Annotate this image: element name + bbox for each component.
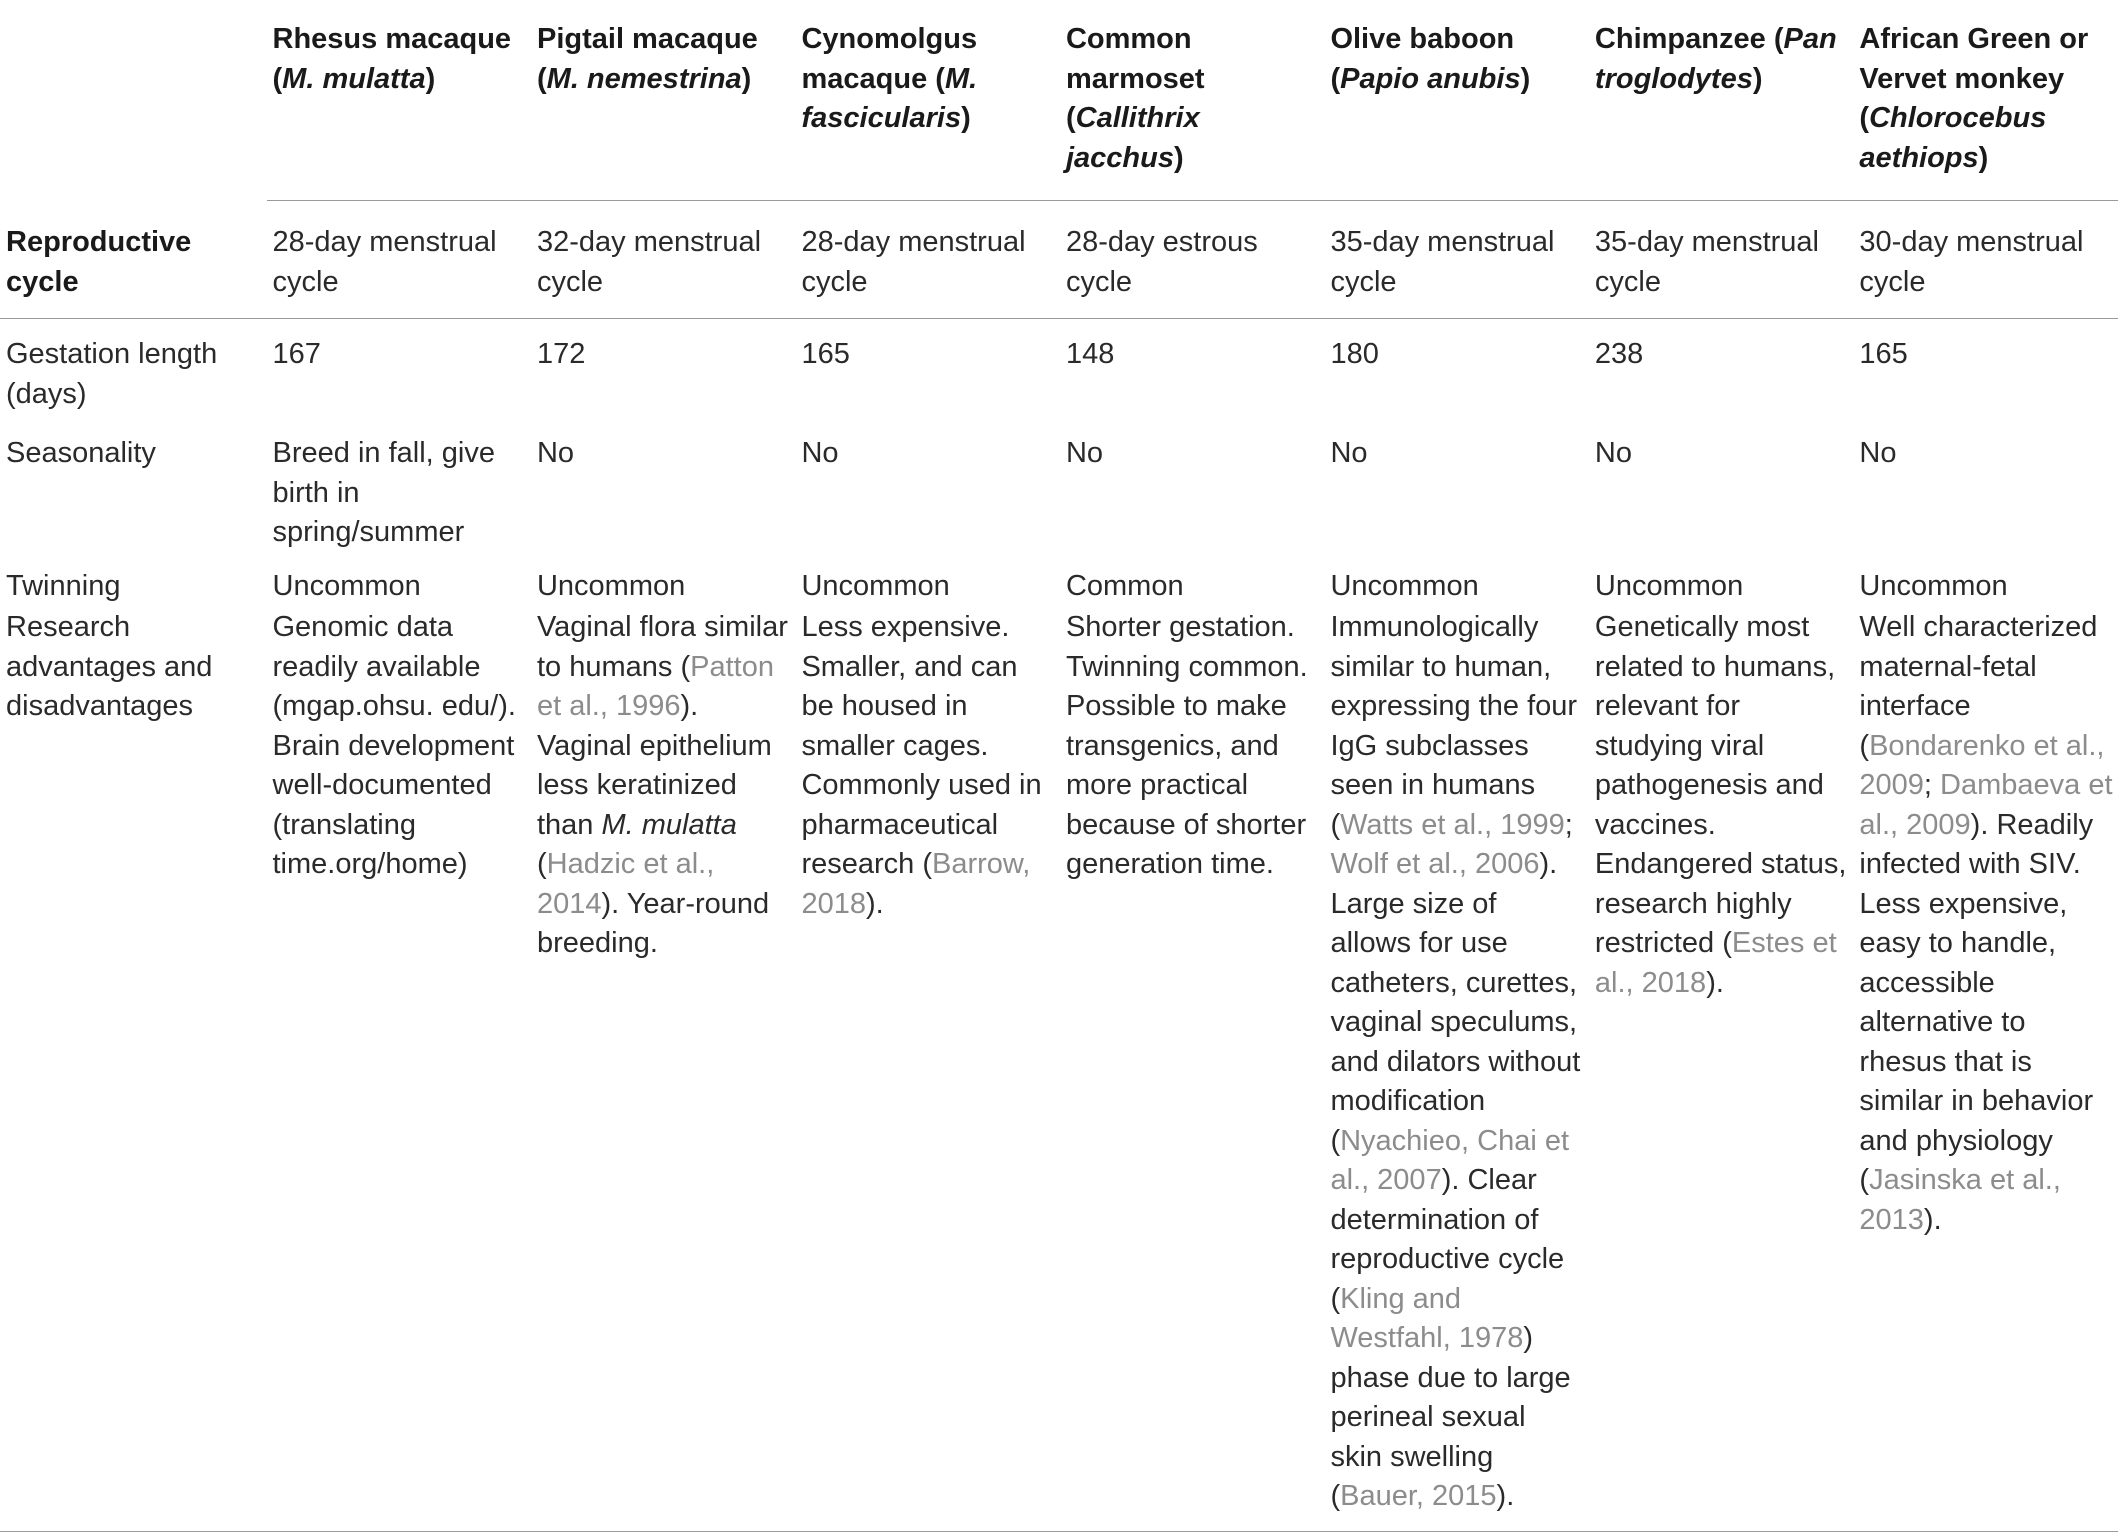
header-common-name: Rhesus macaque xyxy=(272,23,512,55)
cell-text: ( xyxy=(536,848,547,880)
row-label: Research advantages and disadvantages xyxy=(0,606,267,1532)
header-common-name: Common marmoset xyxy=(1065,23,1205,95)
paren-close: ) xyxy=(1978,141,1989,174)
cell-text: ). Vaginal epithelium less keratinized than xyxy=(536,690,772,841)
header-latin-name: M. fascicularis xyxy=(801,62,978,134)
header-marmoset xyxy=(1060,0,1324,201)
header-common-name: Chimpanzee xyxy=(1594,23,1766,55)
citation-link[interactable]: Dambaeva et al., 2009 xyxy=(1859,769,2113,841)
table-cell: 238 xyxy=(1594,338,1644,370)
table-cell-vervet xyxy=(1853,606,2118,1532)
cell-text: ). xyxy=(1923,1203,1942,1236)
table-cell: Uncommon xyxy=(1594,569,1744,602)
header-chimpanzee xyxy=(1589,0,1853,201)
header-latin-name: M. nemestrina xyxy=(546,62,742,95)
table-cell: Uncommon xyxy=(1330,569,1479,602)
table-cell: Uncommon xyxy=(1859,569,2008,602)
table-cell: 165 xyxy=(801,338,850,370)
seasonality-row xyxy=(0,424,2118,561)
header-common-name: Pigtail macaque xyxy=(536,23,758,55)
cell-text: Immunologically similar to human, expressing the four IgG subclasses seen in humans ( xyxy=(1330,611,1578,841)
table-cell: No xyxy=(801,437,839,469)
citation-link[interactable]: Jasinska et al., 2013 xyxy=(1859,1164,2061,1236)
cell-text: ). xyxy=(865,887,884,920)
cell-text: ). xyxy=(1496,1480,1515,1512)
cell-text: ; xyxy=(1564,808,1573,841)
table-cell: No xyxy=(536,437,575,469)
citation-link[interactable]: Nyachieo, Chai et al., 2007 xyxy=(1330,1124,1570,1196)
cell-text: ). Readily infected with SIV. Less expensive, easy to handle, accessible alternative to rhesus that is similar in behavior and physiology ( xyxy=(1859,808,2094,1196)
cell-text: Genomic data readily available (mgap.ohsu. edu/). Brain development well-documented (translating time.org/home) xyxy=(272,611,516,880)
latin-name: M. mulatta xyxy=(601,808,737,841)
table-cell: 167 xyxy=(272,338,321,370)
cell-text: Shorter gestation. Twinning common. Possible to make transgenics, and more practical because of shorter generation time. xyxy=(1065,611,1308,880)
header-pigtail xyxy=(531,0,795,201)
paren-open: ( xyxy=(1859,102,1870,134)
cell-text: ). xyxy=(1706,966,1724,999)
research-advantages-row xyxy=(0,606,2118,1532)
cell-text: ). Clear determination of reproductive cycle ( xyxy=(1330,1164,1565,1315)
cell-text: ) phase due to large perineal sexual skin swelling ( xyxy=(1330,1322,1571,1512)
row-label: Gestation length (days) xyxy=(6,338,218,410)
cell-text: Well characterized maternal-fetal interface ( xyxy=(1859,611,2098,762)
table-cell: No xyxy=(1065,437,1104,469)
citation-link[interactable]: Patton et al., 1996 xyxy=(536,650,774,722)
citation-link[interactable]: Bauer, 2015 xyxy=(1340,1480,1497,1512)
citation-link[interactable]: Bondarenko et al., 2009 xyxy=(1859,729,2105,801)
table-cell-pigtail xyxy=(531,606,795,1532)
table-cell-cynomolgus xyxy=(795,606,1059,1532)
table-cell: Uncommon xyxy=(272,569,421,602)
table-cell: 165 xyxy=(1859,338,1908,370)
citation-link[interactable]: Barrow, 2018 xyxy=(801,848,1031,920)
cell-text: ). Year-round breeding. xyxy=(536,887,770,959)
cell-text: Vaginal flora similar to humans ( xyxy=(536,611,788,683)
cell-text: ; xyxy=(1923,769,1941,801)
table-cell: 172 xyxy=(536,338,586,370)
table-cell: No xyxy=(1594,437,1632,469)
header-latin-name: Callithrix jacchus xyxy=(1065,102,1200,174)
header-cynomolgus xyxy=(795,0,1059,201)
paren-open: ( xyxy=(536,62,547,95)
table-cell: 180 xyxy=(1330,338,1379,370)
table-cell: 28-day estrous cycle xyxy=(1060,201,1324,319)
citation-link[interactable]: Wolf et al., 2006 xyxy=(1330,848,1540,880)
row-label: Twinning xyxy=(6,569,121,602)
header-rhesus xyxy=(267,0,531,201)
table-cell: Breed in fall, give birth in spring/summer xyxy=(272,437,495,548)
table-cell: 28-day menstrual cycle xyxy=(267,201,531,319)
paren-close: ) xyxy=(961,102,971,134)
gestation-length-row xyxy=(0,319,2118,424)
reproductive-cycle-row xyxy=(0,201,2118,319)
cell-text: Less expensive. Smaller, and can be housed in smaller cages. Commonly used in pharmaceutical research ( xyxy=(801,611,1042,880)
header-latin-name: Chlorocebus aethiops xyxy=(1859,102,2047,174)
paren-open: ( xyxy=(1065,102,1076,134)
header-latin-name: Papio anubis xyxy=(1340,62,1521,95)
paren-open: ( xyxy=(1773,23,1784,55)
table-cell-chimpanzee xyxy=(1589,606,1853,1532)
table-cell-baboon xyxy=(1324,606,1588,1532)
table-cell: 148 xyxy=(1065,338,1115,370)
header-common-name: Olive baboon xyxy=(1330,23,1515,55)
table-cell-marmoset xyxy=(1060,606,1324,1532)
paren-open: ( xyxy=(935,62,945,95)
table-cell: Common xyxy=(1065,569,1184,602)
paren-close: ) xyxy=(1520,62,1531,95)
paren-close: ) xyxy=(741,62,752,95)
table-cell: Uncommon xyxy=(801,569,950,602)
paren-close: ) xyxy=(425,62,436,95)
citation-link[interactable]: Watts et al., 1999 xyxy=(1340,808,1565,841)
citation-link[interactable]: Hadzic et al., 2014 xyxy=(536,848,715,920)
paren-open: ( xyxy=(1330,62,1341,95)
header-corner xyxy=(0,0,267,201)
cell-text: Genetically most related to humans, relevant for studying viral pathogenesis and vaccines. Endangered status, research highly restricted ( xyxy=(1594,611,1847,959)
twinning-row xyxy=(0,561,2118,607)
table-cell-rhesus xyxy=(267,606,531,1532)
header-common-name: Cynomolgus macaque xyxy=(801,23,978,95)
header-latin-name: Pan troglodytes xyxy=(1594,23,1837,95)
table-cell: 32-day menstrual cycle xyxy=(531,201,795,319)
citation-link[interactable]: Estes et al., 2018 xyxy=(1594,927,1837,999)
header-common-name: African Green or Vervet monkey xyxy=(1859,23,2089,95)
row-label: Reproductive cycle xyxy=(0,201,267,319)
paren-open: ( xyxy=(272,62,283,95)
table-cell: No xyxy=(1330,437,1368,469)
table-cell: Uncommon xyxy=(536,569,686,602)
header-vervet xyxy=(1853,0,2118,201)
table-cell: No xyxy=(1859,437,1897,469)
paren-close: ) xyxy=(1752,62,1763,95)
header-baboon xyxy=(1324,0,1588,201)
citation-link[interactable]: Kling and Westfahl, 1978 xyxy=(1330,1282,1524,1354)
table-cell: 35-day menstrual cycle xyxy=(1589,201,1853,319)
table-cell: 30-day menstrual cycle xyxy=(1853,201,2118,319)
table-cell: 35-day menstrual cycle xyxy=(1324,201,1588,319)
header-row xyxy=(0,0,2118,201)
paren-close: ) xyxy=(1173,141,1184,174)
header-latin-name: M. mulatta xyxy=(282,62,426,95)
cell-text: ). Large size of allows for use catheters, curettes, vaginal speculums, and dilators without modification ( xyxy=(1330,848,1581,1157)
table-cell: 28-day menstrual cycle xyxy=(795,201,1059,319)
row-label: Seasonality xyxy=(6,437,156,469)
